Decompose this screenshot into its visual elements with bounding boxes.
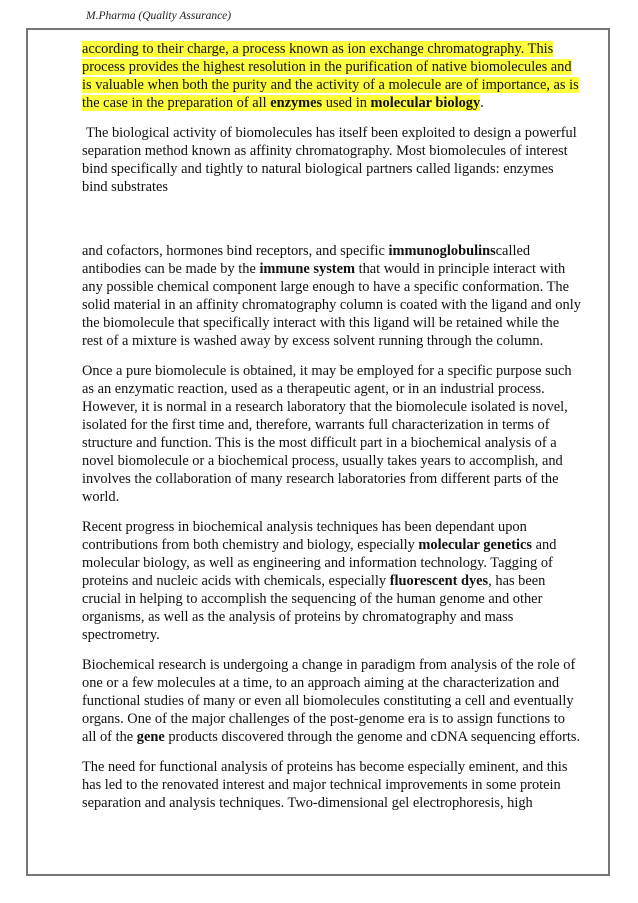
document-body [82,40,582,824]
paragraph-affinity: The biological activity of biomolecules has itself been exploited to design a powerful separation method known as affinity chromatography. Most biomolecules of interest bind specifically and tightly to natural biological partners called ligands: enzymes bind substrates [82,125,577,195]
page-header: M.Pharma (Quality Assurance) [86,10,232,22]
paragraph-functional-analysis: The need for functional analysis of proteins has become especially eminent, and this has led to the renovated interest and major technical improvements in some protein separation and analysis techniques. Two-dimensional gel electrophoresis, high [82,759,568,811]
term-immunoglobulins: immunoglobulins [388,243,496,259]
paragraph-cofactors: and cofactors, hormones bind receptors, and specific immunoglobulinscalled antibodies can be made by the immune system that would in principle interact with any possible chemical component large enough to have a specific conformation. The solid material in an affinity chromatography column is coated with the ligand and only the biomolecule that specifically interact with this ligand will be retained while the rest of a mixture is washed away by excess solvent running through the column. [82,243,581,349]
page-gap [82,208,582,242]
term-gene: gene [136,729,165,745]
term-immune-system: immune system [259,261,355,277]
term-molecular-biology: molecular biology [370,95,481,111]
paragraph-ion-exchange: according to their charge, a process known as ion exchange chromatography. This process provides the highest resolution in the purification of native biomolecules and is valuable when both the purity and the activity of a molecule are of importance, as is the case in the preparation of all enzymes used in molecular biology. [82,41,579,111]
term-molecular-genetics: molecular genetics [418,537,533,553]
term-enzymes: enzymes [270,95,323,111]
paragraph-recent-progress: Recent progress in biochemical analysis techniques has been dependant upon contributions from both chemistry and biology, especially molecular genetics and molecular biology, as well as engineering and information technology. Tagging of proteins and nucleic acids with chemicals, especially fluorescent dyes, has been crucial in helping to accomplish the sequencing of the human genome and other organisms, as well as the analysis of proteins by chromatography and mass spectrometry. [82,519,557,643]
highlighted-text: according to their charge, a process known as ion exchange chromatography. This process provides the highest resolution in the purification of native biomolecules and is valuable when both the purity and the activity of a molecule are of importance, as is the case in the preparation of all enzymes used in molecular biology [82,41,579,111]
term-fluorescent-dyes: fluorescent dyes [389,573,489,589]
paragraph-pure-biomolecule: Once a pure biomolecule is obtained, it may be employed for a specific purpose such as an enzymatic reaction, used as a therapeutic agent, or in an industrial process. However, it is normal in a research laboratory that the biomolecule isolated is novel, isolated for the first time and, therefore, warrants full characterization in terms of structure and function. This is the most difficult part in a biochemical analysis of a novel biomolecule or a biochemical process, usually takes years to accomplish, and involves the collaboration of many research laboratories from different parts of the world. [82,363,572,505]
paragraph-paradigm: Biochemical research is undergoing a change in paradigm from analysis of the role of one or a few molecules at a time, to an approach aiming at the characterization and functional studies of many or even all biomolecules constituting a cell and eventually organs. One of the major challenges of the post-genome era is to assign functions to all of the gene products discovered through the genome and cDNA sequencing efforts. [82,657,581,745]
